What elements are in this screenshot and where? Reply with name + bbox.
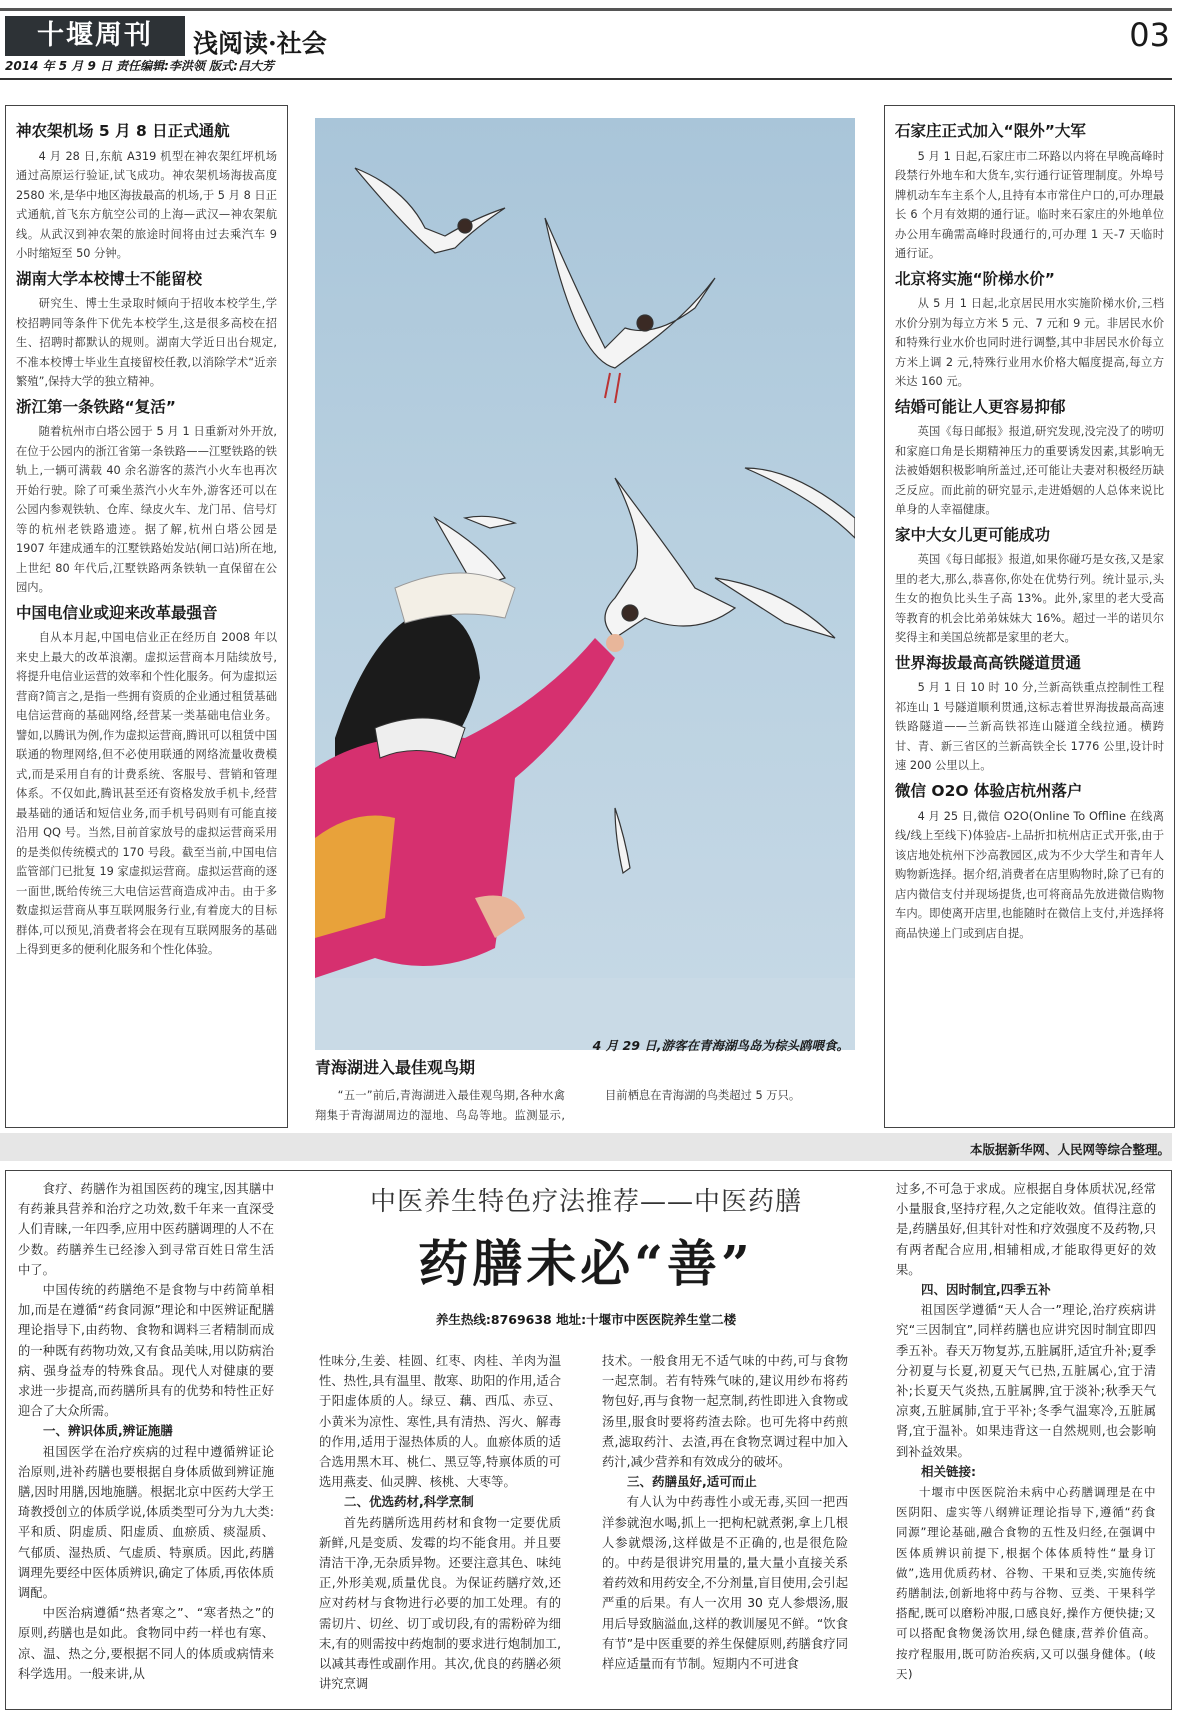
news-item	[895, 122, 1164, 264]
feature-paragraph: 食疗、药膳作为祖国医药的瑰宝,因其膳中有药兼具营养和治疗之功效,数千年来一直深受人们青睐,一年四季,应用中医药膳调理的人不在少数。药膳养生已经渗入到寻常百姓日常生活中了。	[18, 1182, 274, 1277]
feature-paragraph: 十堰市中医医院治未病中心药膳调理是在中医阴阳、虚实等八纲辨证理论指导下,遵循“药食同源”理论基础,融合食物的五性及归经,在强调中医体质辨识前提下,根据个体体质特性“量身订做”,选用优质药材、谷物、干果和豆类,实施传统药膳制法,创新地将中药与谷物、豆类、干果科学搭配,既可以磨粉冲服,口感良好,操作方便快捷;又可以搭配食物煲汤饮用,绿色健康,营养价值高。按疗程服用,既可防治疾病,又可以强身健体。(岐天)	[896, 1485, 1156, 1681]
feature-hotline: 养生热线:8769638 地址:十堰市中医医院养生堂二楼	[435, 1312, 737, 1327]
page-number: 03	[1129, 16, 1170, 54]
news-body: 随着杭州市白塔公园于 5 月 1 日重新对外开放,在位于公园内的浙江省第一条铁路——江墅铁路的铁轨上,一辆可满载 40 余名游客的蒸汽小火车也再次开始行驶。除了可乘坐蒸汽小火车外,游客还可以在公园内参观铁轨、仓库、绿皮火车、龙门吊、信号灯等的杭州老铁路遗迹。据了解,杭州白塔公园是 1907 年建成通车的江墅铁路始发站(闸口站)所在地,上世纪 80 年代后,江墅铁路两条铁轨一直保留在公园内。	[16, 425, 277, 595]
news-body: 研究生、博士生录取时倾向于招收本校学生,学校招聘同等条件下优先本校学生,这是很多高校在招生、招聘时都默认的规则。湖南大学近日出台规定,不准本校博士毕业生直接留校任教,以消除学术“近亲繁殖”,保持大学的独立精神。	[16, 297, 277, 389]
news-body: 英国《每日邮报》报道,如果你碰巧是女孩,又是家里的老大,那么,恭喜你,你处在优势行列。统计显示,头生女的抱负比头生子高 13%。此外,家里的老大受高等教育的机会比弟弟妹妹大 16%。超过一半的诺贝尔奖得主和美国总统都是家里的老大。	[895, 553, 1164, 645]
feature-subhead: 三、药膳虽好,适可而止	[627, 1474, 757, 1490]
feature-subhead: 一、辨识体质,辨证施膳	[43, 1423, 173, 1439]
news-title: 神农架机场 5 月 8 日正式通航	[16, 122, 230, 140]
news-body: 5 月 1 日 10 时 10 分,兰新高铁重点控制性工程祁连山 1 号隧道顺利贯通,这标志着世界海拔最高高速铁路隧道——兰新高铁祁连山隧道全线拉通。横跨甘、青、新三省区的兰新高铁全长 1776 公里,设计时速 200 公里以上。	[895, 681, 1164, 773]
feature-paragraph: 过多,不可急于求成。应根据自身体质状况,经常小量服食,坚持疗程,久之定能收效。值得注意的是,药膳虽好,但其针对性和疗效强度不及药物,只有两者配合应用,相辅相成,才能取得更好的效果。	[896, 1182, 1156, 1277]
feature-article	[5, 1170, 1172, 1710]
right-news-column	[884, 105, 1175, 1128]
feature-paragraph: 中医治病遵循“热者寒之”、“寒者热之”的原则,药膳也是如此。食物同中药一样也有寒、凉、温、热之分,要根据不同人的体质或病情来科学选用。一般来讲,从	[18, 1606, 274, 1681]
news-title: 石家庄正式加入“限外”大军	[895, 122, 1086, 140]
feature-paragraph: 有人认为中药毒性小或无毒,买回一把西洋参就泡水喝,抓上一把枸杞就煮粥,拿上几根人参就煨汤,这样做是不正确的,也是很危险的。中药是很讲究用量的,量大量小直接关系着药效和用药安全,不分剂量,盲目使用,会引起严重的后果。有人一次用 30 克人参煨汤,服用后导致脑溢血,这样的教训屡见不鲜。“饮食有节”是中医重要的养生保健原则,药膳食疗同样应适量而有节制。短期内不可进食	[602, 1495, 848, 1672]
feature-paragraph: 首先药膳所选用药材和食物一定要优质新鲜,凡是变质、发霉的均不能食用。并且要清洁干净,无杂质异物。还要注意其色、味纯正,外形美观,质量优良。为保证药膳疗效,还应对药材与食物进行必要的加工处理。有的需切片、切丝、切丁或切段,有的需粉碎为细末,有的则需按中药炮制的要求进行炮制加工,以减其毒性或副作用。其次,优良的药膳必须讲究烹调	[319, 1515, 561, 1692]
news-title: 北京将实施“阶梯水价”	[895, 269, 1055, 288]
news-item	[16, 270, 277, 392]
issue-rule	[0, 78, 1172, 80]
photo-caption: 4 月 29 日,游客在青海湖鸟岛为棕头鸥喂食。	[592, 1038, 849, 1053]
news-body: 4 月 28 日,东航 A319 机型在神农架红坪机场通过高原运行验证,试飞成功。神农架机场海拔高度 2580 米,是华中地区海拔最高的机场,于 5 月 8 日正式通航,首飞东方航空公司的上海—武汉—神农架航线。从武汉到神农架的旅途时间将由过去乘汽车 9 小时缩短至 50 分钟。	[16, 149, 277, 261]
feature-subhead: 二、优选药材,科学烹制	[344, 1494, 474, 1510]
news-body: “五一”前后,青海湖进入最佳观鸟期,各种水禽翔集于青海湖周边的湿地、鸟岛等地。监测显示,目前栖息在青海湖的鸟类超过 5 万只。	[315, 1089, 801, 1122]
left-news-column	[5, 105, 288, 1128]
feature-column-4	[896, 1179, 1156, 1684]
news-item	[16, 604, 277, 960]
news-title: 家中大女儿更可能成功	[895, 525, 1051, 544]
issue-line: 2014 年 5 月 9 日 责任编辑:李洪领 版式:吕大芳	[5, 59, 274, 73]
feature-subhead: 相关链接:	[921, 1463, 976, 1479]
section-name: 浅阅读·社会	[193, 29, 327, 58]
feature-subhead: 四、因时制宜,四季五补	[921, 1282, 1051, 1298]
feature-paragraph: 祖国医学在治疗疾病的过程中遵循辨证论治原则,进补药膳也要根据自身体质做到辨证施膳,因时用膳,因地施膳。根据北京中医药大学王琦教授创立的体质学说,体质类型可分为九大类:平和质、阴虚质、阳虚质、血瘀质、痰湿质、气郁质、湿热质、气虚质、特禀质。因此,药膳调理先要经中医体质辨识,确定了体质,再依体质调配。	[18, 1444, 274, 1601]
feature-column-3	[602, 1351, 848, 1674]
news-item	[895, 270, 1164, 392]
feature-paragraph: 中国传统的药膳绝不是食物与中药简单相加,而是在遵循“药食同源”理论和中医辨证配膳理论指导下,由药物、食物和调料三者精制而成的一种既有药物功效,又有食品美味,用以防病治病、强身益寿的特殊食品。现代人对健康的要求进一步提高,而药膳所具有的优势和特性正好迎合了大众所需。	[18, 1283, 274, 1419]
news-title: 结婚可能让人更容易抑郁	[895, 397, 1066, 416]
news-item	[16, 398, 277, 598]
news-title: 湖南大学本校博士不能留校	[16, 269, 203, 288]
news-title: 世界海拔最高高铁隧道贯通	[895, 653, 1082, 672]
news-body: 4 月 25 日,微信 O2O(Online To Offline 在线离线/线上至线下)体验店-上品折扣杭州店正式开张,由于该店地处杭州下沙高教园区,成为不少大学生和青年人购物新选择。据介绍,消费者在店里购物时,除了已有的店内微信支付并现场提货,也可将商品先放进微信购物车内。即使离开店里,也能随时在微信上支付,并选择将商品快递上门或到店自提。	[895, 809, 1164, 940]
feature-kicker: 中医养生特色疗法推荐——中医药膳	[369, 1187, 802, 1217]
feature-headline: 药膳未必“善”	[418, 1234, 754, 1293]
news-title: 中国电信业或迎来改革最强音	[16, 603, 218, 622]
news-item	[895, 654, 1164, 776]
news-body: 从 5 月 1 日起,北京居民用水实施阶梯水价,三档水价分别为每立方米 5 元、7 元和 9 元。非居民水价和特殊行业水价也同时进行调整,其中非居民水价每立方米上调 2 元,特殊行业用水价格大幅度提高,每立方米达 160 元。	[895, 297, 1164, 389]
news-title: 青海湖进入最佳观鸟期	[315, 1058, 476, 1077]
feature-paragraph: 祖国医学遵循“天人合一”理论,治疗疾病讲究“三因制宜”,同样药膳也应讲究因时制宜即四季五补。春天万物复苏,五脏属肝,适宜升补;夏季分初夏与长夏,初夏天气已热,五脏属心,宜于清补;长夏天气炎热,五脏属脾,宜于淡补;秋季天气凉爽,五脏属肺,宜于平补;冬季气温寒冷,五脏属肾,宜于温补。如果违背这一自然规则,也会影响到补益效果。	[896, 1303, 1156, 1459]
masthead	[0, 0, 1200, 80]
news-body: 5 月 1 日起,石家庄市二环路以内将在早晚高峰时段禁行外地车和大货车,实行通行证管理制度。外埠号牌机动车车主系个人,且持有本市常住户口的,可办理最长 6 个月有效期的通行证。临时来石家庄的外地单位办公用车确需高峰时段通行的,可办理 1 天-7 天临时通行证。	[895, 149, 1164, 261]
top-rule	[0, 8, 1172, 11]
news-item	[895, 782, 1164, 943]
feature-headline-block	[306, 1181, 866, 1328]
center-news-item	[315, 1055, 855, 1125]
news-title: 微信 O2O 体验店杭州落户	[895, 781, 1083, 800]
news-item	[895, 526, 1164, 648]
gulls-feeding-illustration	[315, 118, 855, 1050]
feature-paragraph: 技术。一般食用无不适气味的中药,可与食物一起烹制。若有特殊气味的,建议用纱布将药物包好,再与食物一起烹制,药性即进入食物或汤里,服食时要将药渣去除。也可先将中药煎煮,滤取药汁、去渣,再在食物烹调过程中加入药汁,减少营养和有效成分的破坏。	[602, 1354, 848, 1470]
news-item	[895, 398, 1164, 520]
news-photo	[315, 118, 855, 1050]
feature-column-1	[18, 1179, 274, 1684]
news-item	[16, 122, 277, 264]
feature-paragraph: 性味分,生姜、桂圆、红枣、肉桂、羊肉为温性、热性,具有温里、散寒、助阳的作用,适合于阳虚体质的人。绿豆、藕、西瓜、赤豆、小黄米为凉性、寒性,具有清热、泻火、解毒的作用,适用于湿热体质的人。血瘀体质的适合选用黑木耳、桃仁、黑豆等,特禀体质的可选用燕麦、仙灵脾、核桃、大枣等。	[319, 1354, 561, 1490]
newspaper-logo: 十堰周刊	[5, 16, 185, 56]
feature-column-2	[319, 1351, 561, 1694]
news-title: 浙江第一条铁路“复活”	[16, 397, 176, 416]
news-body: 自从本月起,中国电信业正在经历自 2008 年以来史上最大的改革浪潮。虚拟运营商本月陆续放号,将提升电信业运营的效率和个性化服务。何为虚拟运营商?简言之,是指一些拥有资质的企业通过租赁基础电信运营商的基础网络,经营某一类基础电信业务。譬如,以腾讯为例,作为虚拟运营商,腾讯可以租赁中国联通的物理网络,但不必使用联通的网络流量收费模式,而是采用自有的计费系统、客服号、营销和管理体系。不仅如此,腾讯甚至还有资格发放手机卡,经营最基础的通话和短信业务,而手机号码则有可能直接沿用 QQ 号。当然,目前首家放号的虚拟运营商采用的是类似传统模式的 170 号段。截至当前,中国电信监管部门已批复 19 家虚拟运营商。虚拟运营商的逐一面世,既给传统三大电信运营商造成冲击。由于多数虚拟运营商从事互联网服务行业,有着庞大的目标群体,可以预见,消费者将会在现有互联网服务的基础上得到更多的便利化服务和个性化体验。	[16, 631, 277, 957]
source-note: 本版据新华网、人民网等综合整理。	[969, 1142, 1170, 1157]
news-body: 英国《每日邮报》报道,研究发现,没完没了的唠叨和家庭口角是长期精神压力的重要诱发因素,其影响无法被婚姻积极影响所盖过,还可能让夫妻对积极经历缺乏反应。而此前的研究显示,走进婚姻的人总体来说比单身的人幸福健康。	[895, 425, 1164, 517]
